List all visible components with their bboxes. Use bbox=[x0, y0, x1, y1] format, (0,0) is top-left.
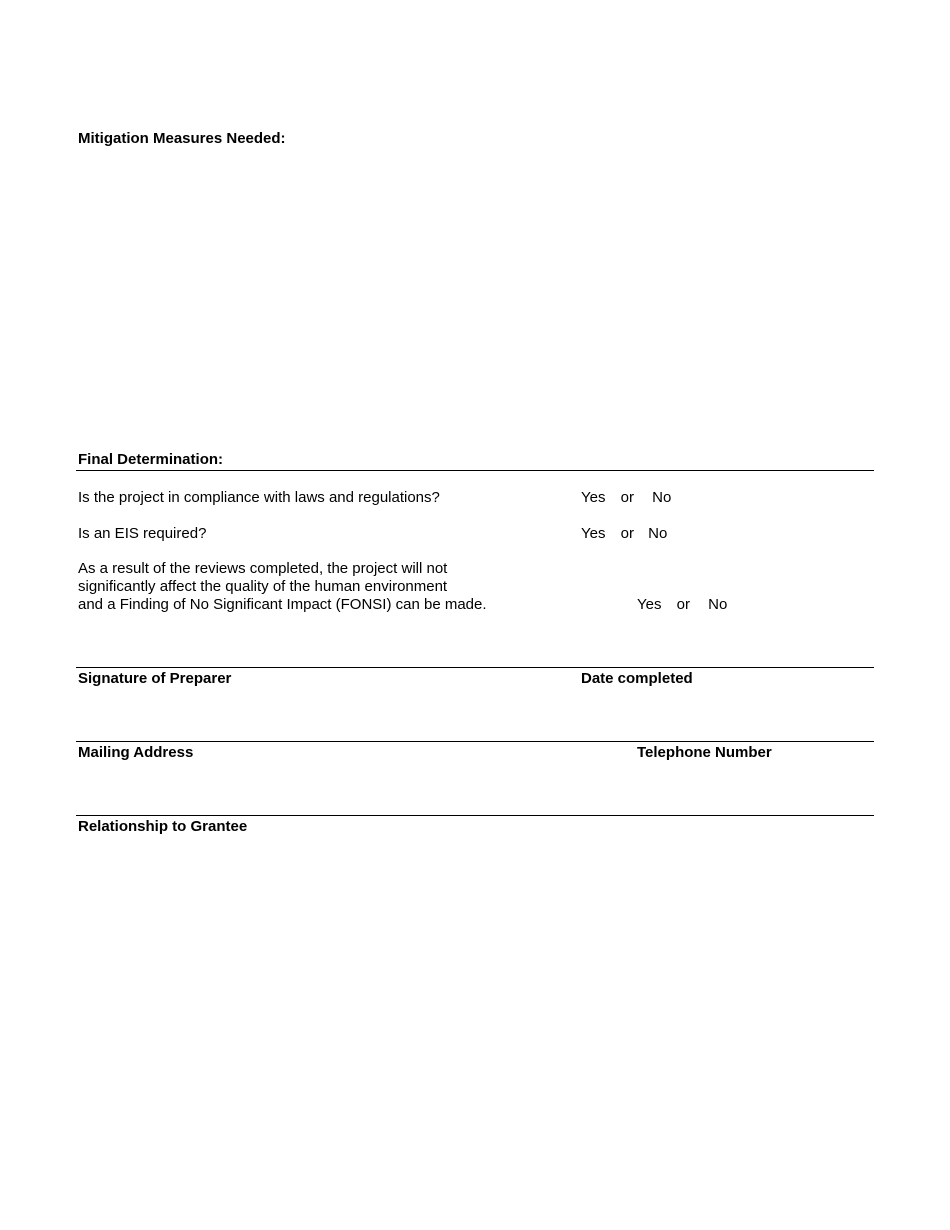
signature-line[interactable] bbox=[76, 667, 874, 668]
mailing-address-label: Mailing Address bbox=[78, 744, 194, 761]
compliance-no-option[interactable]: No bbox=[652, 489, 672, 506]
or-text: or bbox=[620, 525, 634, 542]
address-line[interactable] bbox=[76, 741, 874, 742]
fonsi-question bbox=[78, 560, 487, 614]
fonsi-no-option[interactable]: No bbox=[708, 596, 728, 613]
eis-answer bbox=[581, 525, 667, 542]
signature-label: Signature of Preparer bbox=[78, 670, 232, 687]
or-text: or bbox=[620, 489, 634, 506]
fonsi-answer bbox=[637, 596, 727, 613]
fonsi-question-line: As a result of the reviews completed, the project will not bbox=[78, 560, 448, 577]
mitigation-heading: Mitigation Measures Needed: bbox=[78, 130, 286, 147]
date-completed-label: Date completed bbox=[581, 670, 693, 687]
telephone-number-label: Telephone Number bbox=[637, 744, 772, 761]
compliance-question: Is the project in compliance with laws and regulations? bbox=[78, 489, 440, 506]
compliance-answer bbox=[581, 489, 671, 506]
relationship-label: Relationship to Grantee bbox=[78, 818, 248, 835]
fonsi-yes-option[interactable]: Yes bbox=[637, 596, 662, 613]
or-text: or bbox=[676, 596, 690, 613]
eis-yes-option[interactable]: Yes bbox=[581, 525, 606, 542]
relationship-line[interactable] bbox=[76, 815, 874, 816]
fonsi-question-line: significantly affect the quality of the human environment bbox=[78, 578, 448, 595]
compliance-yes-option[interactable]: Yes bbox=[581, 489, 606, 506]
section-divider bbox=[76, 470, 874, 471]
eis-no-option[interactable]: No bbox=[648, 525, 668, 542]
fonsi-question-line: and a Finding of No Significant Impact (FONSI) can be made. bbox=[78, 596, 487, 613]
final-determination-heading: Final Determination: bbox=[78, 451, 224, 468]
mitigation-measures-area[interactable] bbox=[78, 156, 874, 436]
eis-question: Is an EIS required? bbox=[78, 525, 207, 542]
